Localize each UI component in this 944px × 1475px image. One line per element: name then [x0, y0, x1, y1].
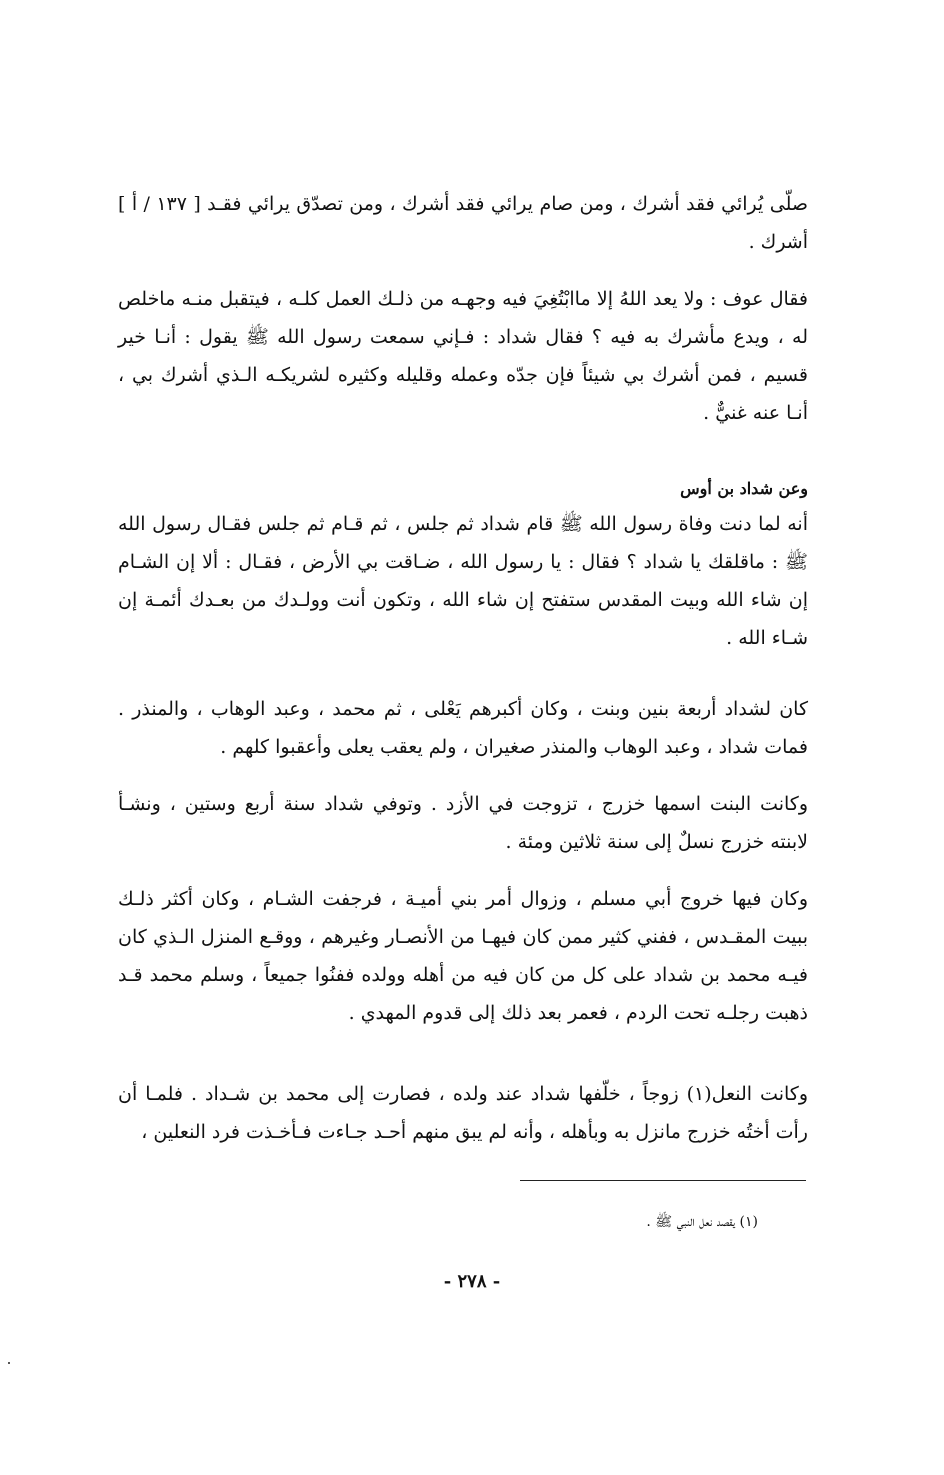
paragraph-3: أنه لما دنت وفاة رسول الله ﷺ قام شداد ثم جلس ، ثم قـام ثم جلس فقـال رسول الله ﷺ : ماقلقك يا شداد ؟ فقال : يا رسول الله ، ضـاقت بي الأرض ، فقـال : ألا إن الشـام إن شاء الله وبيت المقدس ستفتح إن شاء الله ، وتكون أنت وولـدك من بعـدك أئمـة إن شـاء الله . — [118, 513, 808, 649]
paragraph-5: وكانت البنت اسمها خزرج ، تزوجت في الأزد . وتوفي شداد سنة أربع وستين ، ونشـأ لابنته خزرج نسلٌ إلى سنة ثلاثين ومئة . — [118, 793, 808, 853]
section-heading: وعن شداد بن أوس — [680, 479, 808, 498]
footnote: (١) يقصد نعل النبي ﷺ . — [646, 1214, 758, 1230]
scan-speck — [8, 1362, 10, 1364]
page-number: - ٢٧٨ - — [443, 1271, 501, 1292]
paragraph-7: وكانت النعل(١) زوجاً ، خلّفها شداد عند ولده ، فصارت إلى محمد بن شـداد . فلمـا أن رأت أختُه خزرج مانزل به وبأهله ، وأنه لم يبق منهم أحـد جـاءت فـأخـذت فرد النعلين ، — [118, 1083, 808, 1143]
paragraph-1: صلّى يُرائي فقد أشرك ، ومن صام يرائي فقد أشرك ، ومن تصدّق يرائي فقـد [ ١٣٧ / أ ] أشرك . — [118, 193, 808, 253]
paragraph-4: كان لشداد أربعة بنين وبنت ، وكان أكبرهم يَعْلى ، ثم محمد ، وعبد الوهاب ، والمنذر . فمات شداد ، وعبد الوهاب والمنذر صغيران ، ولم يعقب يعلى وأعقبوا كلهم . — [118, 698, 808, 758]
paragraph-6: وكان فيها خروج أبي مسلم ، وزوال أمر بني أميـة ، فرجفت الشـام ، وكان أكثر ذلـك ببيت المقـدس ، ففني كثير ممن كان فيهـا من الأنصـار وغيرهم ، ووقـع المنزل الـذي كان فيـه محمد بن شداد على كل من كان فيه من أهله وولده ففنُوا جميعاً ، وسلم محمد قـد ذهبت رجلـه تحت الردم ، فعمر بعد ذلك إلى قدوم المهدي . — [118, 888, 808, 1024]
footnote-divider — [520, 1180, 806, 1181]
paragraph-2: فقال عوف : ولا يعد اللهُ إلا ماابْتُغِيَ فيه وجهـه من ذلـك العمل كلـه ، فيتقبل منـه ماخلص له ، ويدع مأشرك به فيه ؟ فقال شداد : فـإني سمعت رسول الله ﷺ يقول : أنـا خير قسيم ، فمن أشرك بي شيئاً فإن جدّه وعمله وقليله وكثيره لشريكـه الـذي أشرك بي ، أنـا عنه غنيٌّ . — [118, 288, 808, 424]
